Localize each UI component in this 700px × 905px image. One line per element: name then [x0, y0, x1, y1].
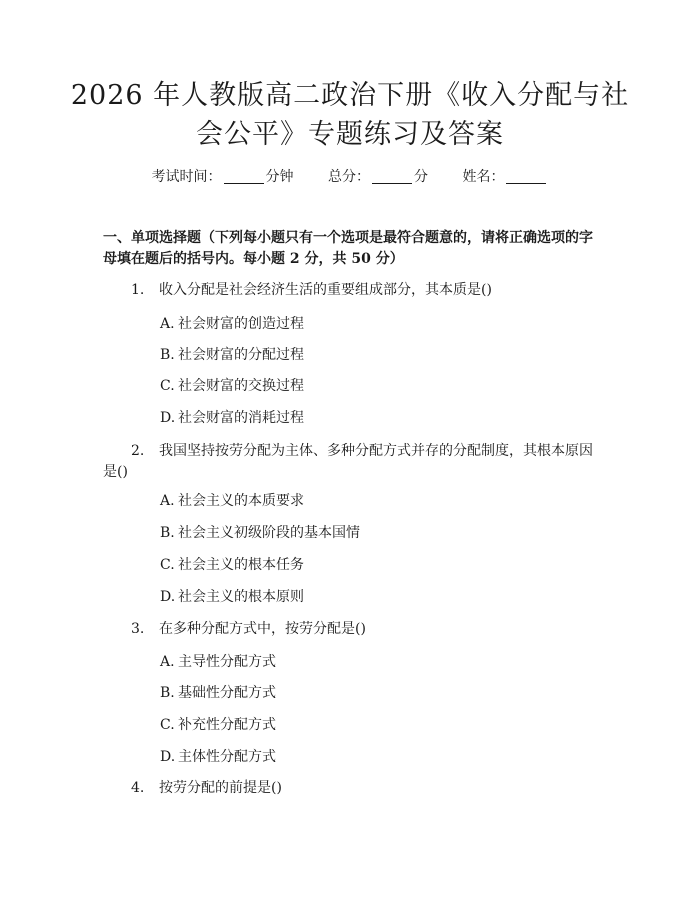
option-text: 社会主义的本质要求 [178, 493, 304, 509]
option-3a [160, 652, 276, 672]
option-3c [160, 715, 276, 735]
option-letter: A. [160, 654, 175, 670]
option-letter: C. [160, 378, 175, 394]
option-letter: B. [160, 347, 175, 363]
option-text: 主体性分配方式 [178, 749, 276, 765]
exam-time-label: 考试时间： [151, 169, 222, 185]
document-title [60, 76, 640, 154]
option-letter: B. [160, 525, 175, 541]
option-2b [160, 523, 360, 543]
section-heading: 一、单项选择题（下列每小题只有一个选项是最符合题意的，请将正确选项的字母填在题后的括号内。每小题 2 分，共 50 分） [103, 230, 593, 267]
option-2d [160, 587, 304, 607]
total-score-blank [372, 182, 412, 184]
name-field [462, 169, 548, 185]
option-letter: D. [160, 410, 176, 426]
option-text: 基础性分配方式 [178, 685, 276, 701]
name-blank [506, 182, 546, 184]
option-text: 社会财富的消耗过程 [178, 410, 304, 426]
total-score-field [328, 169, 428, 185]
question-number: 2. [131, 443, 145, 459]
exam-time-unit: 分钟 [265, 169, 294, 185]
option-letter: C. [160, 557, 175, 573]
option-text: 社会主义的根本任务 [178, 557, 304, 573]
exam-info-line [0, 166, 700, 186]
option-text: 补充性分配方式 [178, 717, 276, 733]
option-letter: D. [160, 749, 176, 765]
option-letter: C. [160, 717, 175, 733]
title-line-1: 2026 年人教版高二政治下册《收入分配与社 [70, 80, 630, 111]
exam-time-field [152, 169, 294, 185]
option-text: 主导性分配方式 [178, 654, 276, 670]
name-label: 姓名： [462, 169, 505, 185]
title-line-2: 会公平》专题练习及答案 [196, 119, 504, 150]
option-3d [160, 747, 276, 767]
question-text: 在多种分配方式中，按劳分配是() [159, 621, 366, 637]
question-number: 3. [131, 621, 145, 637]
option-1a [160, 314, 304, 334]
question-text: 我国坚持按劳分配为主体、多种分配方式并存的分配制度，其根本原因是() [103, 443, 593, 480]
option-text: 社会财富的创造过程 [178, 316, 304, 332]
option-text: 社会主义初级阶段的基本国情 [178, 525, 360, 541]
option-2c [160, 555, 304, 575]
exam-time-blank [224, 182, 264, 184]
question-2-body [103, 441, 600, 483]
option-text: 社会财富的分配过程 [178, 347, 304, 363]
option-1d [160, 408, 304, 428]
option-text: 社会主义的根本原则 [178, 589, 304, 605]
option-3b [160, 683, 276, 703]
option-letter: A. [160, 316, 175, 332]
option-1c [160, 376, 304, 396]
question-text: 收入分配是社会经济生活的重要组成部分，其本质是() [159, 282, 492, 298]
total-score-unit: 分 [414, 169, 428, 185]
option-2a [160, 491, 304, 511]
option-text: 社会财富的交换过程 [178, 378, 304, 394]
option-letter: B. [160, 685, 175, 701]
question-number: 4. [131, 780, 145, 796]
option-letter: A. [160, 493, 175, 509]
total-score-label: 总分： [328, 169, 370, 185]
question-number: 1. [131, 282, 145, 298]
question-text: 按劳分配的前提是() [159, 780, 282, 796]
option-letter: D. [160, 589, 176, 605]
option-1b [160, 345, 304, 365]
